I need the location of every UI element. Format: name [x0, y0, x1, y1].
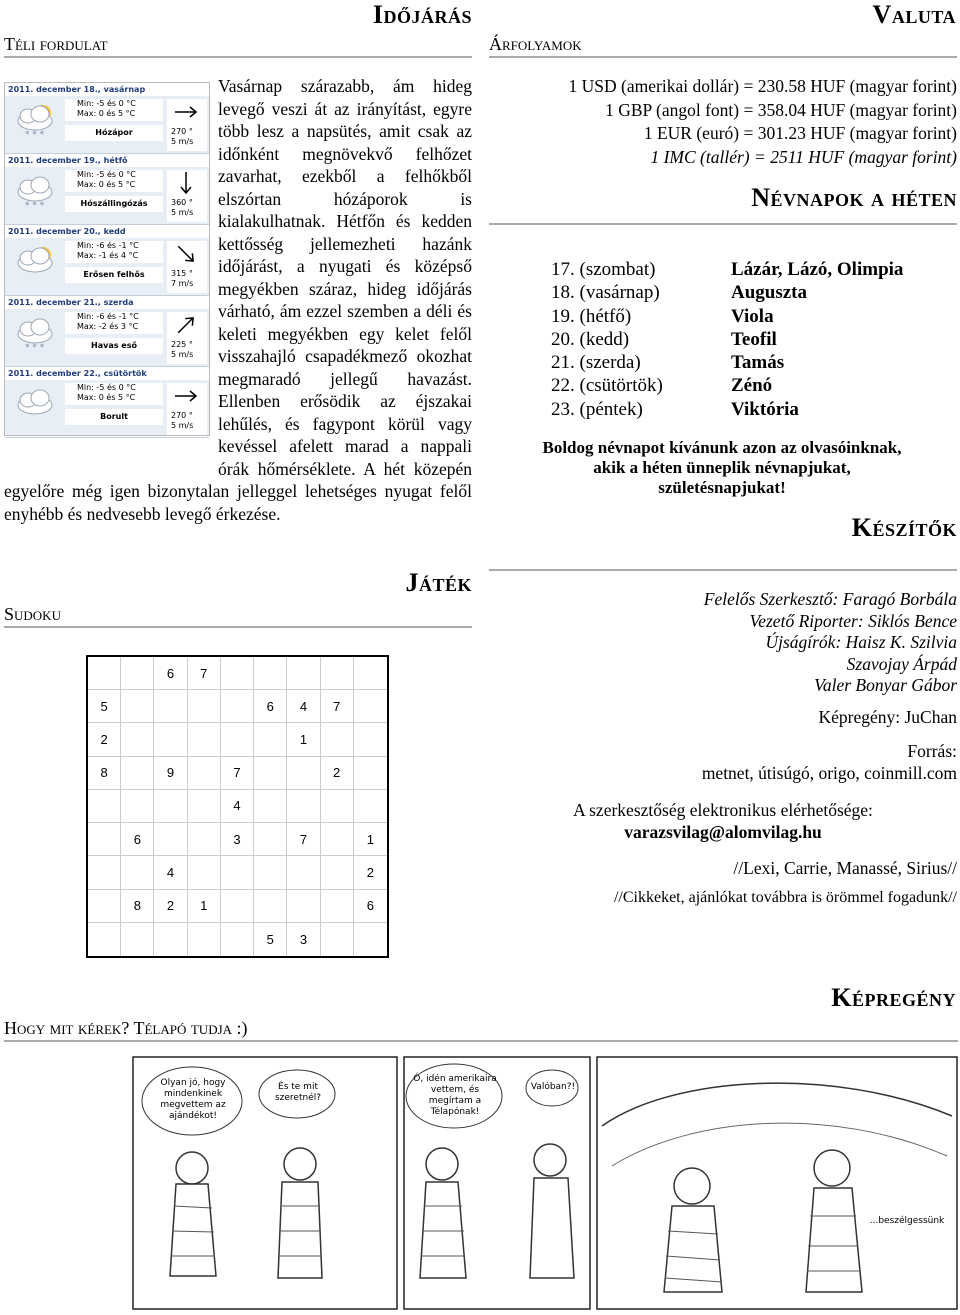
namedays-section-title: Névnapok a héten — [489, 183, 957, 225]
wind-speed: 5 m/s — [171, 421, 194, 430]
nameday-names: Teofil — [731, 328, 777, 350]
sudoku-cell[interactable] — [121, 856, 154, 889]
sudoku-cell[interactable] — [321, 723, 354, 756]
sudoku-cell[interactable]: 4 — [221, 790, 254, 823]
forecast-min: Min: -5 és 0 °C — [77, 383, 136, 392]
sudoku-cell[interactable]: 1 — [188, 890, 221, 923]
sudoku-cell[interactable] — [154, 823, 187, 856]
sudoku-cell[interactable] — [354, 923, 387, 956]
sources-block — [489, 740, 957, 784]
sudoku-cell[interactable]: 1 — [287, 723, 320, 756]
forecast-description: Hózápor — [65, 125, 163, 141]
sudoku-cell[interactable] — [88, 657, 121, 690]
nameday-day: 22. (csütörtök) — [551, 375, 663, 397]
sudoku-cell[interactable]: 3 — [287, 923, 320, 956]
weather-article — [4, 75, 472, 525]
sudoku-cell[interactable] — [254, 757, 287, 790]
forecast-description: Hószállingózás — [65, 196, 163, 212]
sudoku-cell[interactable]: 6 — [154, 657, 187, 690]
forecast-max: Max: -1 és 4 °C — [77, 251, 139, 260]
forecast-min: Min: -6 és -1 °C — [77, 312, 139, 321]
sudoku-cell[interactable]: 6 — [254, 690, 287, 723]
sudoku-cell[interactable]: 8 — [88, 757, 121, 790]
sudoku-cell[interactable]: 7 — [321, 690, 354, 723]
sudoku-cell[interactable] — [154, 690, 187, 723]
rate-gbp: 1 GBP (angol font) = 358.04 HUF (magyar forint) — [605, 99, 957, 120]
contact-email[interactable]: varazsvilag@alomvilag.hu — [624, 822, 822, 842]
sudoku-cell[interactable] — [121, 657, 154, 690]
contact-block — [489, 799, 957, 843]
currency-section-title: Valuta — [872, 0, 956, 29]
sudoku-cell[interactable]: 2 — [354, 856, 387, 889]
sudoku-cell[interactable] — [321, 657, 354, 690]
exchange-rates — [489, 75, 957, 169]
forecast-description: Borult — [65, 409, 163, 425]
svg-text:* * *: * * * — [25, 201, 45, 210]
sudoku-cell[interactable]: 5 — [88, 690, 121, 723]
nameday-names: Viola — [731, 305, 774, 327]
sudoku-cell[interactable]: 9 — [154, 757, 187, 790]
forecast-date: 2011. december 19., hétfő — [5, 154, 209, 167]
credits-section-title: Készítők — [489, 513, 957, 571]
sudoku-grid — [86, 655, 389, 958]
sudoku-cell[interactable] — [121, 790, 154, 823]
sudoku-cell[interactable] — [121, 923, 154, 956]
forecast-date: 2011. december 18., vasárnap — [5, 83, 209, 96]
sudoku-cell[interactable] — [221, 690, 254, 723]
wind-direction: 360 ° — [171, 198, 193, 207]
submission-invite: //Cikkeket, ajánlókat továbbra is örömmel fogadunk// — [613, 889, 957, 906]
team-signature: //Lexi, Carrie, Manassé, Sirius// — [733, 858, 957, 878]
forecast-max: Max: -2 és 3 °C — [77, 322, 139, 331]
forecast-date: 2011. december 21., szerda — [5, 296, 209, 309]
sudoku-cell[interactable] — [88, 890, 121, 923]
sources-label: Forrás: — [907, 741, 957, 761]
forecast-min: Min: -6 és -1 °C — [77, 241, 139, 250]
sudoku-cell[interactable] — [287, 856, 320, 889]
sudoku-cell[interactable]: 7 — [221, 757, 254, 790]
sudoku-cell[interactable] — [88, 790, 121, 823]
nameday-day: 21. (szerda) — [551, 352, 641, 374]
sudoku-cell[interactable] — [121, 723, 154, 756]
sudoku-cell[interactable]: 2 — [88, 723, 121, 756]
sudoku-cell[interactable] — [321, 790, 354, 823]
svg-text:* * *: * * * — [25, 130, 45, 139]
sudoku-cell[interactable] — [354, 757, 387, 790]
sudoku-cell[interactable]: 7 — [188, 657, 221, 690]
sudoku-cell[interactable] — [221, 923, 254, 956]
forecast-description: Havas eső — [65, 338, 163, 354]
sudoku-cell[interactable] — [254, 790, 287, 823]
credit-line: Szavojay Árpád — [846, 653, 957, 674]
wind-speed: 7 m/s — [171, 279, 194, 288]
wind-direction: 270 ° — [171, 127, 193, 136]
sudoku-cell[interactable] — [221, 657, 254, 690]
nameday-greeting: Boldog névnapot kívánunk azon az olvasóinknak, akik a héten ünneplik névnapjukat, születésnapjukat! — [542, 438, 902, 497]
sudoku-cell[interactable] — [354, 790, 387, 823]
nameday-names: Zénó — [731, 375, 773, 397]
credit-line: Újságírók: Haisz K. Szilvia — [765, 632, 957, 652]
comic-bubble-4: Valóban?! — [530, 1082, 576, 1092]
forecast-min: Min: -5 és 0 °C — [77, 99, 136, 108]
forecast-max: Max: 0 és 5 °C — [77, 109, 136, 118]
forecast-max: Max: 0 és 5 °C — [77, 393, 136, 402]
sudoku-cell[interactable] — [321, 856, 354, 889]
nameday-day: 20. (kedd) — [551, 328, 630, 350]
nameday-row — [551, 328, 956, 351]
sudoku-cell[interactable] — [254, 890, 287, 923]
sudoku-cell[interactable]: 8 — [121, 890, 154, 923]
sudoku-subheading: Sudoku — [4, 604, 472, 628]
sudoku-cell[interactable]: 6 — [354, 890, 387, 923]
sudoku-cell[interactable]: 4 — [154, 856, 187, 889]
wind-speed: 5 m/s — [171, 350, 194, 359]
sources-list: metnet, útisúgó, origo, coinmill.com — [701, 763, 957, 783]
forecast-date: 2011. december 20., kedd — [5, 225, 209, 238]
nameday-day: 23. (péntek) — [551, 398, 643, 420]
nameday-names: Tamás — [731, 352, 785, 374]
rate-imc: 1 IMC (tallér) = 2511 HUF (magyar forint) — [650, 146, 957, 167]
nameday-row — [551, 258, 956, 281]
sudoku-cell[interactable]: 2 — [154, 890, 187, 923]
nameday-names: Viktória — [731, 398, 799, 420]
comic-bubble-5: ...beszélgessünk — [869, 1216, 945, 1226]
wind-speed: 5 m/s — [171, 137, 194, 146]
forecast-max: Max: 0 és 5 °C — [77, 180, 136, 189]
sudoku-cell[interactable] — [188, 790, 221, 823]
sudoku-cell[interactable] — [154, 923, 187, 956]
nameday-row — [551, 351, 956, 374]
forecast-description: Erősen felhős — [65, 267, 163, 283]
nameday-day: 17. (szombat) — [551, 259, 656, 280]
credit-line: Felelős Szerkesztő: Faragó Borbála — [703, 589, 957, 609]
sudoku-cell[interactable]: 4 — [287, 690, 320, 723]
rate-eur: 1 EUR (euró) = 301.23 HUF (magyar forint) — [643, 123, 957, 143]
sudoku-cell[interactable]: 2 — [321, 757, 354, 790]
sudoku-cell[interactable] — [354, 690, 387, 723]
comic-section-title: Képregény — [831, 983, 956, 1012]
nameday-row — [551, 281, 956, 304]
sudoku-cell[interactable] — [321, 823, 354, 856]
nameday-names: Lázár, Lázó, Olimpia — [731, 259, 904, 280]
sudoku-cell[interactable] — [188, 690, 221, 723]
comic-bubble-3: Ó, idén amerikaira vettem, és megírtam a Télapónak! — [413, 1074, 497, 1117]
sudoku-cell[interactable] — [321, 923, 354, 956]
svg-text:* * *: * * * — [25, 343, 45, 352]
comic-bubble-2: És te mit szeretnél? — [274, 1082, 322, 1103]
sudoku-cell[interactable]: 1 — [354, 823, 387, 856]
sudoku-cell[interactable]: 6 — [121, 823, 154, 856]
sudoku-cell[interactable] — [154, 790, 187, 823]
rate-usd: 1 USD (amerikai dollár) = 230.58 HUF (magyar forint) — [568, 76, 957, 96]
sudoku-cell[interactable] — [121, 690, 154, 723]
sudoku-cell[interactable] — [121, 757, 154, 790]
nameday-row — [551, 374, 956, 397]
forecast-date: 2011. december 22., csütörtök — [5, 367, 209, 380]
sudoku-cell[interactable] — [254, 856, 287, 889]
weather-paragraph: Vasárnap szárazabb, ám hideg levegő veszi át az irányítást, egyre több lesz a napsütés, amit csak az időnként megnövekvő felhőzet zavarhat, ezekből a felhőkből elszórtan hózáporok is kialakulhatnak. Hétfőn és kedden kettősség jellemezheti hazánk időjárást, a nyugati és középső megyékben száraz, hideg időjárás várható, ám ezzel szemben a déli és keleti megyékben egy kelet felől visszahajló csapadékmező okozhat megmaradó jellegű havazást. Ellenben erősödik az éjszakai lehűlés, és fagypont körül vagy kevéssel afelett marad a nappali órák hőmérséklete. A hét közepén egyelőre még igen bizonytalan jelleggel lehetséges nyugat felől enyhébb és nedvesebb levegő érkezése. — [4, 76, 472, 524]
credits-staff — [489, 589, 957, 697]
sudoku-cell[interactable] — [188, 923, 221, 956]
sudoku-cell[interactable] — [287, 890, 320, 923]
sudoku-cell[interactable] — [287, 757, 320, 790]
wind-direction: 270 ° — [171, 411, 193, 420]
wind-direction: 315 ° — [171, 269, 193, 278]
sudoku-cell[interactable] — [221, 723, 254, 756]
sudoku-cell[interactable] — [88, 923, 121, 956]
game-section-title: Játék — [405, 568, 472, 597]
sudoku-cell[interactable]: 7 — [287, 823, 320, 856]
nameday-names: Auguszta — [731, 282, 808, 304]
sudoku-cell[interactable]: 5 — [254, 923, 287, 956]
forecast-min: Min: -5 és 0 °C — [77, 170, 136, 179]
sudoku-cell[interactable] — [221, 856, 254, 889]
comic-drawing — [132, 1056, 958, 1310]
sudoku-cell[interactable] — [354, 657, 387, 690]
sudoku-cell[interactable] — [287, 790, 320, 823]
sudoku-cell[interactable] — [188, 856, 221, 889]
nameday-list — [551, 258, 956, 421]
comic-strip — [132, 1056, 958, 1310]
sudoku-cell[interactable] — [254, 657, 287, 690]
sudoku-cell[interactable] — [321, 890, 354, 923]
wind-direction: 225 ° — [171, 340, 193, 349]
sudoku-cell[interactable]: 3 — [221, 823, 254, 856]
comic-subheading: Hogy mit kérek? Télapó tudja :) — [4, 1018, 958, 1042]
nameday-row — [551, 398, 956, 421]
nameday-day: 18. (vasárnap) — [551, 282, 660, 304]
comic-credit: Képregény: JuChan — [818, 707, 957, 727]
weather-section-title: Időjárás — [372, 0, 472, 29]
sudoku-cell[interactable] — [254, 823, 287, 856]
comic-bubble-1: Olyan jó, hogy mindenkinek megvettem az ajándékot! — [160, 1078, 226, 1121]
sudoku-cell[interactable] — [88, 856, 121, 889]
sudoku-cell[interactable] — [221, 890, 254, 923]
wind-speed: 5 m/s — [171, 208, 194, 217]
contact-label: A szerkesztőség elektronikus elérhetősége: — [573, 800, 873, 820]
sudoku-cell[interactable] — [254, 723, 287, 756]
sudoku-cell[interactable] — [188, 723, 221, 756]
sudoku-cell[interactable] — [287, 657, 320, 690]
weather-subheading: Téli fordulat — [4, 34, 472, 58]
sudoku-cell[interactable] — [88, 823, 121, 856]
currency-subheading: Árfolyamok — [489, 34, 957, 58]
nameday-day: 19. (hétfő) — [551, 305, 632, 327]
sudoku-cell[interactable] — [154, 723, 187, 756]
credit-line: Valer Bonyar Gábor — [814, 675, 957, 695]
nameday-row — [551, 305, 956, 328]
sudoku-cell[interactable] — [188, 757, 221, 790]
credit-line: Vezető Riporter: Siklós Bence — [749, 610, 957, 631]
sudoku-cell[interactable] — [188, 823, 221, 856]
sudoku-cell[interactable] — [354, 723, 387, 756]
